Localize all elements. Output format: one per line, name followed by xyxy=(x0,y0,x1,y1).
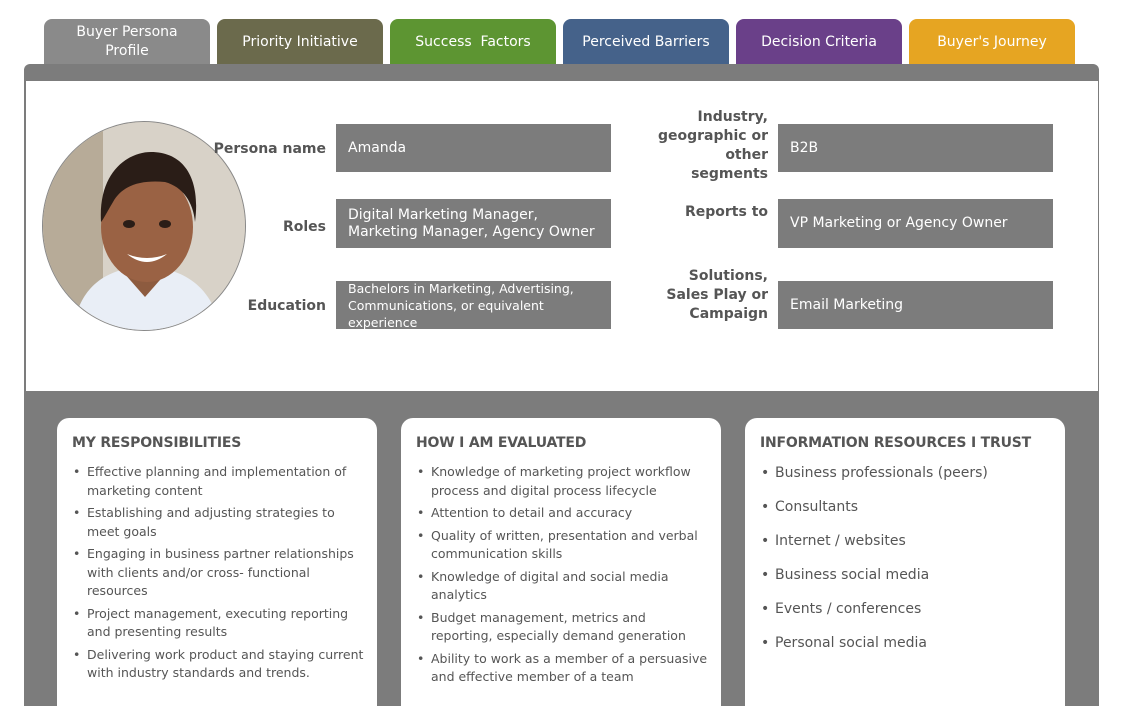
list-item: • Attention to detail and accuracy xyxy=(415,504,709,523)
responsibilities-card xyxy=(57,418,377,706)
list-item: • Effective planning and implementation of marketing content xyxy=(71,463,365,500)
reports-to-label: Reports to xyxy=(684,204,768,220)
list-item: • Delivering work product and staying current with industry standards and trends. xyxy=(71,646,365,683)
segments-label: Industry, geographic or other segments xyxy=(658,109,768,182)
list-item: • Business professionals (peers) xyxy=(759,463,1053,483)
list-item: • Events / conferences xyxy=(759,599,1053,619)
list-item: • Establishing and adjusting strategies to meet goals xyxy=(71,504,365,541)
list-item: • Internet / websites xyxy=(759,531,1053,551)
tab-label: Buyer Persona xyxy=(76,24,178,40)
education-label: Education xyxy=(247,298,326,314)
list-item: • Budget management, metrics and reporting, especially demand generation xyxy=(415,609,709,646)
list-item: • Engaging in business partner relationships with clients and/or cross- functional resources xyxy=(71,545,365,601)
education-value: Bachelors in Marketing, Advertising, Communications, or equivalent experience xyxy=(336,281,611,329)
persona-name-label: Persona name xyxy=(213,141,326,157)
tab-label: Success Factors xyxy=(415,33,531,50)
card-title: HOW I AM EVALUATED xyxy=(416,435,587,451)
roles-value: Digital Marketing Manager, Marketing Manager, Agency Owner xyxy=(336,199,611,248)
list-item: • Ability to work as a member of a persuasive and effective member of a team xyxy=(415,650,709,687)
tab-perceived-barriers[interactable] xyxy=(563,19,729,65)
tab-success-factors[interactable] xyxy=(390,19,556,65)
tab-priority-initiative[interactable] xyxy=(217,19,383,65)
resources-card xyxy=(745,418,1065,706)
list-item: • Knowledge of marketing project workflow process and digital process lifecycle xyxy=(415,463,709,500)
tab-label-line2: Profile xyxy=(105,43,149,59)
tab-label: Perceived Barriers xyxy=(582,33,710,50)
tab-buyer-persona-profile[interactable] xyxy=(44,19,210,65)
tab-label: Priority Initiative xyxy=(242,33,358,50)
persona-name-value: Amanda xyxy=(336,124,611,172)
resources-list xyxy=(759,463,1053,667)
card-title: MY RESPONSIBILITIES xyxy=(72,435,242,451)
list-item: • Consultants xyxy=(759,497,1053,517)
list-item: • Personal social media xyxy=(759,633,1053,653)
segments-value: B2B xyxy=(778,124,1053,172)
reports-to-value: VP Marketing or Agency Owner xyxy=(778,199,1053,248)
roles-label: Roles xyxy=(282,219,326,235)
responsibilities-list xyxy=(71,463,365,687)
evaluated-list xyxy=(415,463,709,691)
list-item: • Project management, executing reporting and presenting results xyxy=(71,605,365,642)
tab-label: Decision Criteria xyxy=(761,33,877,50)
tab-label: Buyer's Journey xyxy=(937,33,1047,50)
list-item: • Business social media xyxy=(759,565,1053,585)
evaluated-card xyxy=(401,418,721,706)
solutions-value: Email Marketing xyxy=(778,281,1053,329)
solutions-label: Solutions, Sales Play or Campaign xyxy=(666,268,768,322)
tab-decision-criteria[interactable] xyxy=(736,19,902,65)
tab-buyers-journey[interactable] xyxy=(909,19,1075,65)
list-item: • Quality of written, presentation and verbal communication skills xyxy=(415,527,709,564)
list-item: • Knowledge of digital and social media analytics xyxy=(415,568,709,605)
card-title: INFORMATION RESOURCES I TRUST xyxy=(760,435,1031,451)
